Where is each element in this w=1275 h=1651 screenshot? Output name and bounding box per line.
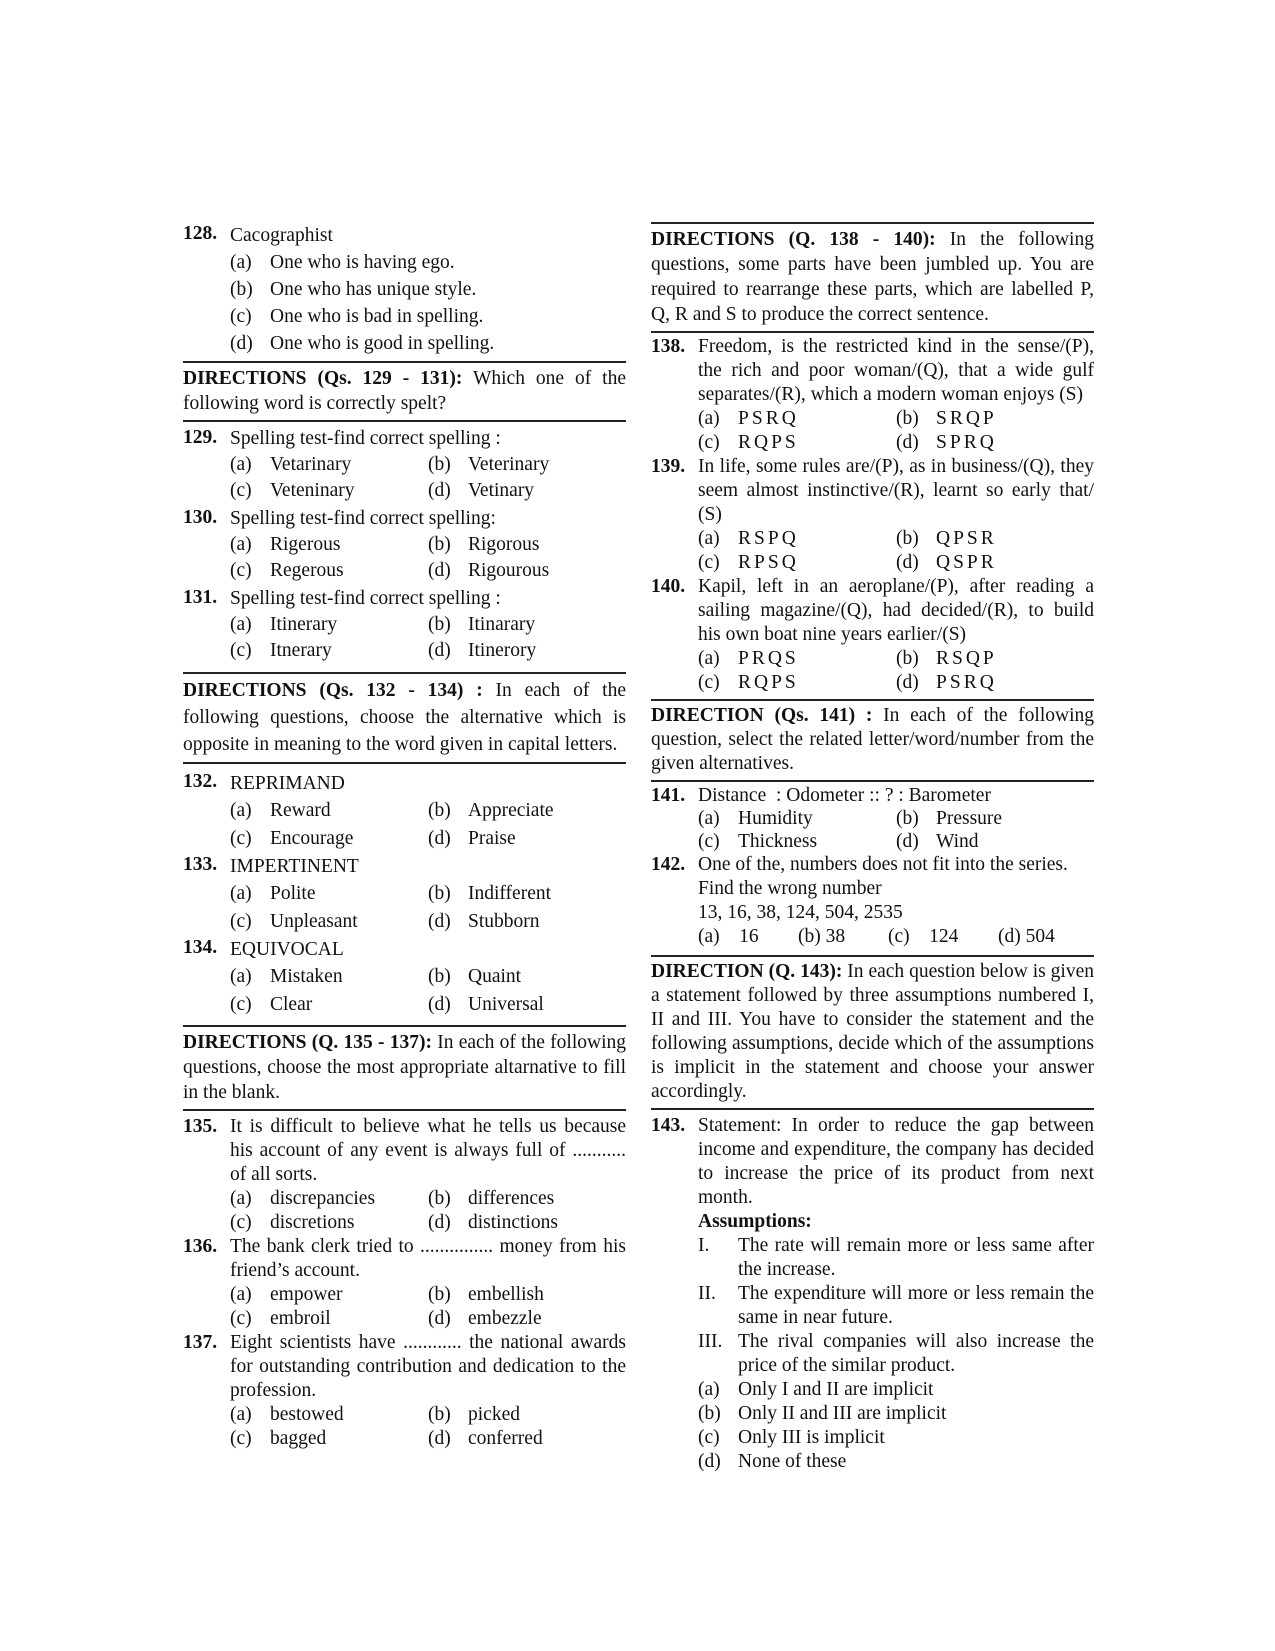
option-c[interactable]: (c) Veteninary (230, 480, 355, 501)
option-b[interactable]: (b) Indifferent (428, 883, 552, 904)
directions-143: DIRECTION (Q. 143): In each question below is given a statement followed by three assumptions numbered I, II and III. You have to consider the statement and the following assumptions, decide which of the assumptions is implicit in the statement and choose your answer accordingly. (651, 955, 1094, 1110)
options (230, 1403, 626, 1451)
question-text: Freedom, is the restricted kind in the sense/(P), the rich and poor woman/(Q), that a wide gulf separates/(R), which a modern woman enjoys (S) (698, 336, 1094, 405)
question-text: EQUIVOCAL (230, 939, 344, 960)
options (698, 407, 1094, 455)
option-d[interactable]: (d) Rigourous (428, 560, 550, 581)
options (698, 807, 1094, 853)
question-143 (651, 1114, 1094, 1474)
question-number: 141. (651, 785, 686, 806)
question-number: 129. (183, 427, 218, 448)
option-b[interactable]: (b) Pressure (896, 808, 1003, 829)
question-text: REPRIMAND (230, 773, 345, 794)
option-b[interactable]: (b) Itinarary (428, 614, 536, 635)
option-d[interactable]: (d) 504 (998, 926, 1055, 947)
option-b[interactable]: (b) Rigorous (428, 534, 540, 555)
left-column (183, 222, 626, 1451)
options (698, 1378, 1094, 1474)
option-a[interactable]: (a) bestowed (230, 1404, 344, 1425)
question-140 (651, 575, 1094, 695)
option-b[interactable]: (b) Quaint (428, 966, 522, 987)
option-c[interactable]: (c) Unpleasant (230, 911, 358, 932)
option-c[interactable]: (c) Itnerary (230, 640, 332, 661)
question-128 (183, 222, 626, 357)
option-d[interactable]: (d) conferred (428, 1428, 543, 1449)
question-131 (183, 586, 626, 664)
question-number: 143. (651, 1115, 686, 1136)
options (230, 1283, 626, 1331)
options (230, 532, 626, 584)
question-142 (651, 853, 1094, 949)
question-text: IMPERTINENT (230, 856, 359, 877)
options (230, 880, 626, 936)
option-a[interactable]: (a) Itinerary (230, 614, 338, 635)
option-b[interactable]: (b) RSQP (896, 648, 997, 669)
option-a[interactable]: (a) empower (230, 1284, 343, 1305)
question-number: 132. (183, 771, 218, 792)
option-a[interactable]: (a) Humidity (698, 808, 813, 829)
options (230, 1187, 626, 1235)
option-c[interactable]: (c) Regerous (230, 560, 344, 581)
option-d[interactable]: (d) SPRQ (896, 432, 997, 453)
option-b[interactable]: (b) QPSR (896, 528, 997, 549)
option-a[interactable]: (a) Vetarinary (230, 454, 352, 475)
question-number: 128. (183, 223, 218, 244)
option-a[interactable]: (a) RSPQ (698, 528, 799, 549)
option-d[interactable]: (d) One who is good in spelling. (230, 333, 495, 354)
right-column (651, 222, 1094, 1474)
question-text: Cacographist (230, 225, 333, 246)
option-a[interactable]: (a) PRQS (698, 648, 799, 669)
directions-138-140: DIRECTIONS (Q. 138 - 140): In the following questions, some parts have been jumbled up. You are required to rearrange these parts, which are labelled P, Q, R and S to produce the correct sentence. (651, 222, 1094, 333)
option-c[interactable]: (c) Thickness (698, 831, 818, 852)
options (230, 797, 626, 853)
question-text: Distance : Odometer :: ? : Barometer (698, 785, 991, 806)
option-a[interactable]: (a) Rigerous (230, 534, 341, 555)
assumptions-heading: Assumptions: (698, 1211, 812, 1232)
question-136 (183, 1235, 626, 1331)
option-d[interactable]: (d) Stubborn (428, 911, 540, 932)
option-c[interactable]: (c) bagged (230, 1428, 327, 1449)
question-text: Spelling test-find correct spelling: (230, 508, 496, 529)
option-a[interactable]: (a) 16 (698, 926, 759, 947)
options (698, 925, 1094, 949)
question-text: The bank clerk tried to ............... money from his friend’s account. (230, 1236, 626, 1281)
directions-135-137: DIRECTIONS (Q. 135 - 137): In each of the following questions, choose the most appropriate altarnative to fill in the blank. (183, 1025, 626, 1111)
assumption-3: III. The rival companies will also increase the price of the similar product. (698, 1331, 1094, 1376)
options (230, 452, 626, 504)
question-number: 139. (651, 456, 686, 477)
question-129 (183, 426, 626, 504)
question-number: 142. (651, 854, 686, 875)
option-c[interactable]: (c) embroil (230, 1308, 331, 1329)
option-c[interactable]: (c) RQPS (698, 672, 799, 693)
option-b[interactable]: (b) Only II and III are implicit (698, 1403, 947, 1424)
question-number: 136. (183, 1236, 218, 1257)
option-b[interactable]: (b) Veterinary (428, 454, 550, 475)
question-number: 135. (183, 1116, 218, 1137)
option-a[interactable]: (a) Only I and II are implicit (698, 1379, 934, 1400)
option-c[interactable]: (c) RPSQ (698, 552, 799, 573)
option-b[interactable]: (b) Appreciate (428, 800, 554, 821)
option-b[interactable]: (b) 38 (798, 926, 846, 947)
question-number: 131. (183, 587, 218, 608)
option-d[interactable]: (d) PSRQ (896, 672, 997, 693)
option-b[interactable]: (b) picked (428, 1404, 520, 1425)
option-b[interactable]: (b) embellish (428, 1284, 544, 1305)
option-d[interactable]: (d) Itinerory (428, 640, 537, 661)
question-132 (183, 770, 626, 853)
option-c[interactable]: (c) 124 (888, 926, 959, 947)
options (698, 527, 1094, 575)
question-135 (183, 1115, 626, 1235)
question-number: 138. (651, 336, 686, 357)
question-number: 133. (183, 854, 218, 875)
option-d[interactable]: (d) QSPR (896, 552, 997, 573)
question-133 (183, 853, 626, 936)
option-a[interactable]: (a) One who is having ego. (230, 252, 455, 273)
options (230, 612, 626, 664)
question-text: It is difficult to believe what he tells us because his account of any event is always full of ........... of all sorts. (230, 1116, 626, 1185)
question-141 (651, 784, 1094, 853)
directions-129-131: DIRECTIONS (Qs. 129 - 131): Which one of the following word is correctly spelt? (183, 361, 626, 422)
option-c[interactable]: (c) Only III is implicit (698, 1427, 885, 1448)
options (698, 647, 1094, 695)
option-d[interactable]: (d) Vetinary (428, 480, 535, 501)
directions-141: DIRECTION (Qs. 141) : In each of the following question, select the related letter/word/number from the given alternatives. (651, 699, 1094, 782)
number-series: 13, 16, 38, 124, 504, 2535 (698, 902, 903, 923)
question-text: One of the, numbers does not fit into the series. Find the wrong number (698, 854, 1068, 899)
assumption-1: I. The rate will remain more or less same after the increase. (698, 1235, 1094, 1280)
question-text: In life, some rules are/(P), as in business/(Q), they seem almost instinctive/(R), learnt so early that/ (S) (698, 456, 1094, 525)
option-d[interactable]: (d) Universal (428, 994, 544, 1015)
option-b[interactable]: (b) One who has unique style. (230, 279, 477, 300)
option-b[interactable]: (b) differences (428, 1188, 555, 1209)
directions-132-134: DIRECTIONS (Qs. 132 - 134) : In each of the following questions, choose the alternative which is opposite in meaning to the word given in capital letters. (183, 672, 626, 764)
options (230, 249, 626, 357)
option-b[interactable]: (b) SRQP (896, 408, 997, 429)
question-number: 130. (183, 507, 218, 528)
option-a[interactable]: (a) discrepancies (230, 1188, 376, 1209)
option-a[interactable]: (a) Mistaken (230, 966, 343, 987)
question-134 (183, 936, 626, 1019)
options (230, 963, 626, 1019)
option-d[interactable]: (d) embezzle (428, 1308, 542, 1329)
option-c[interactable]: (c) RQPS (698, 432, 799, 453)
option-a[interactable]: (a) Polite (230, 883, 316, 904)
question-text: Spelling test-find correct spelling : (230, 428, 501, 449)
question-number: 140. (651, 576, 686, 597)
question-number: 134. (183, 937, 218, 958)
option-c[interactable]: (c) Encourage (230, 828, 354, 849)
question-text: Eight scientists have ............ the national awards for outstanding contribution and dedication to the profession. (230, 1332, 626, 1401)
option-a[interactable]: (a) Reward (230, 800, 331, 821)
assumption-2: II. The expenditure will more or less remain the same in near future. (698, 1283, 1094, 1328)
option-c[interactable]: (c) One who is bad in spelling. (230, 306, 484, 327)
option-d[interactable]: (d) Praise (428, 828, 516, 849)
question-text: Spelling test-find correct spelling : (230, 588, 501, 609)
question-number: 137. (183, 1332, 218, 1353)
question-130 (183, 506, 626, 584)
option-d[interactable]: (d) Wind (896, 831, 979, 852)
option-a[interactable]: (a) PSRQ (698, 408, 799, 429)
question-text: Kapil, left in an aeroplane/(P), after reading a sailing magazine/(Q), had decided/(R), to build his own boat nine years earlier/(S) (698, 576, 1094, 645)
option-c[interactable]: (c) discretions (230, 1212, 355, 1233)
option-d[interactable]: (d) None of these (698, 1451, 847, 1472)
question-137 (183, 1331, 626, 1451)
option-d[interactable]: (d) distinctions (428, 1212, 558, 1233)
statement-text: Statement: In order to reduce the gap between income and expenditure, the company has decided to increase the price of its product from next month. (698, 1115, 1094, 1208)
question-139 (651, 455, 1094, 575)
option-c[interactable]: (c) Clear (230, 994, 313, 1015)
question-138 (651, 335, 1094, 455)
